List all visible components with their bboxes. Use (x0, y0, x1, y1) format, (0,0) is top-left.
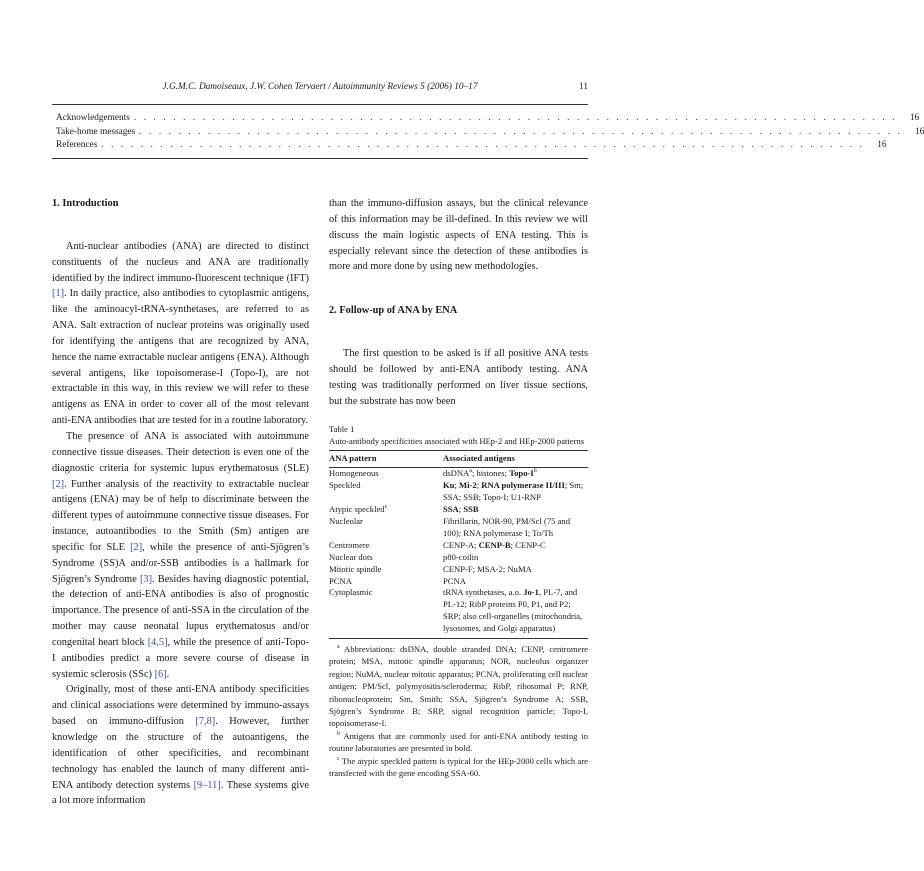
associated-antigens-cell (443, 480, 588, 504)
intro-paragraph-3 (52, 682, 309, 809)
ana-pattern-cell (329, 540, 443, 552)
antigen-text: CENP-F; MSA-2; NuMA (443, 563, 532, 574)
associated-antigens-cell (443, 564, 588, 576)
section-heading-introduction: 1. Introduction (52, 198, 119, 209)
citation-link[interactable]: [1] (52, 288, 65, 300)
text-run: . However, further knowledge on the structure of the autoantigens, the identification of other specificities, and recombinant technology has enabled the launch of many different anti-ENA antibody detection systems (52, 716, 309, 791)
footnote-mark: a (337, 644, 340, 651)
section-heading-follow-up: 2. Follow-up of ANA by ENA (329, 305, 458, 317)
associated-antigens-cell (443, 468, 588, 480)
ana-pattern-name: PCNA (329, 575, 352, 586)
table-body (329, 468, 588, 639)
citation-link[interactable]: [2] (130, 541, 143, 553)
antigen-text: ; (458, 504, 464, 515)
toc-leader-dots: . . . . . . . . . . . . . . . . . . . . . . . . . . . . . . . . . . . . . . . . . . . . . . . . . . . . . . . . . . . . . . . . . . . . . . . . . . . . . . (139, 126, 903, 137)
table-of-contents (52, 104, 924, 159)
bold-antigen: Ku (443, 480, 455, 491)
footnote-mark: b (337, 730, 340, 737)
citation-link[interactable]: [6] (154, 668, 167, 680)
toc-entry-title[interactable]: Take-home messages (56, 126, 136, 137)
left-column (52, 196, 309, 809)
associated-antigens-cell (443, 587, 588, 638)
table-label: Table 1 (329, 424, 355, 435)
associated-antigens-cell (443, 540, 588, 552)
ana-pattern-name: Mitotic spindle (329, 563, 382, 574)
bold-antigen: Topo-I (509, 468, 534, 479)
table-footnote (329, 730, 588, 755)
footnote-marker[interactable]: c (384, 504, 388, 511)
toc-entry-title[interactable]: References (56, 140, 98, 150)
toc-entry[interactable] (52, 139, 887, 153)
table-row (329, 540, 588, 552)
antigen-text: ; (476, 480, 482, 491)
antigen-text: dsDNA (443, 468, 470, 479)
text-run: Anti-nuclear antibodies (ANA) are directed to distinct constituents of the nucleus and ANA are traditionally identified by the indirect immuno-fluorescent technique (IFT) (52, 240, 309, 284)
column-header-antigens: Associated antigens (443, 451, 588, 468)
bold-antigen: SSB (463, 504, 479, 515)
ana-pattern-cell (329, 480, 443, 504)
text-run: . In daily practice, also antibodies to cytoplasmic antigens, like the aminoacyl-tRNA-synthetases, are referred to as ANA. Salt extraction of nuclear proteins was originally used for identifying the antigens that are recognized by ANA, hence the name extractable nuclear antigens (ENA). Although several antigens, like topoisomerase-I (Topo-I), are not extractable in this way, in this review we will refer to these antigens as ENA in order to cover all of the most relevant anti-ENA antibodies that are tested for in a routine laboratory. (52, 288, 309, 427)
ana-pattern-cell (329, 516, 443, 540)
bold-antigen: SSA (443, 504, 459, 515)
bold-antigen: RNA polymerase II/III (481, 480, 565, 491)
citation-link[interactable]: [9–11] (193, 779, 221, 791)
footnote-marker[interactable]: b (533, 468, 537, 475)
table-row (329, 552, 588, 564)
footnote-mark: c (337, 755, 340, 762)
bold-antigen: Jo-1 (523, 587, 539, 598)
antigen-text: ; histones; (471, 468, 510, 479)
ana-pattern-name: Speckled (329, 480, 361, 491)
ana-pattern-cell (329, 504, 443, 516)
associated-antigens-cell (443, 552, 588, 564)
antigen-text: , PL-7, and PL-12; RibP proteins P0, P1, and P2; SRP; also cell-organelles (mitochondria, lysosomes, and Golgi apparatus) (443, 587, 583, 634)
toc-entry-page: 16 (909, 113, 920, 123)
column-header-pattern: ANA pattern (329, 451, 443, 468)
ana-pattern-name: Atypic speckled (329, 504, 385, 515)
table-row (329, 516, 588, 540)
table-footnote (329, 643, 588, 730)
intro-paragraph-1 (52, 239, 309, 429)
table-caption: Auto-antibody specificities associated with HEp-2 and HEp-2000 patterns (329, 436, 585, 447)
toc-entry-page: 16 (877, 140, 887, 150)
ana-pattern-name: Nuclear dots (329, 551, 373, 562)
ana-pattern-name: Cytoplasmic (329, 587, 373, 598)
citation-link[interactable]: [4,5] (147, 636, 168, 648)
table-header-row (329, 451, 588, 468)
intro-paragraph-continued: than the immuno-diffusion assays, but the clinical relevance of this information may be ill-defined. In this review we will discuss the main logistic aspects of ENA testing. This is especially relevant since the detection of these antibodies is more and more done by using new methodologies. (329, 198, 588, 273)
table-row (329, 480, 588, 504)
table-row (329, 504, 588, 516)
text-run: . Further analysis of the reactivity to extractable nuclear antigens (ENA) may be of help to discriminate between the different types of autoimmune connective tissue diseases. For instance, autoantibodies to the Smith (Sm) antigen are specific for SLE (52, 478, 309, 553)
ana-pattern-name: Nucleolar (329, 515, 363, 526)
text-run: , while the presence of anti-Topo-I antibodies predict a more severe course of disease in systemic sclerosis (SSc) (52, 636, 309, 680)
text-run: . Besides having diagnostic potential, the detection of anti-ENA antibodies is also of prognostic importance. The presence of anti-SSA in the circulation of the mother may cause neonatal lupus erythematosus and/or congenital heart block (52, 573, 309, 648)
citation-link[interactable]: [3] (139, 573, 153, 585)
antigen-text: PCNA (443, 575, 466, 586)
page-number: 11 (579, 82, 588, 92)
intro-paragraph-2 (52, 429, 309, 683)
ana-pattern-table (329, 450, 588, 639)
antigen-text: Fibrillarin, NOR-90, PM/Scl (75 and 100); RNA polymerase I; To/Th (443, 515, 570, 538)
toc-entry[interactable] (52, 112, 920, 126)
associated-antigens-cell (443, 516, 588, 540)
antigen-text: ; Sm; SSA; SSB; Topo-I; U1-RNP (443, 480, 584, 503)
right-column (329, 196, 588, 780)
text-run: . (166, 668, 170, 680)
antigen-text: CENP-A; (443, 539, 479, 550)
table-footnote (329, 755, 588, 780)
toc-leader-dots: . . . . . . . . . . . . . . . . . . . . . . . . . . . . . . . . . . . . . . . . . . . . . . . . . . . . . . . . . . . . . . . . . . . . . . . . . . . . . . (101, 140, 865, 150)
toc-leader-dots: . . . . . . . . . . . . . . . . . . . . . . . . . . . . . . . . . . . . . . . . . . . . . . . . . . . . . . . . . . . . . . . . . . . . . . . . . . . . . . (133, 113, 898, 123)
antigen-text: ; CENP-C (510, 539, 546, 550)
bold-antigen: CENP-B (478, 539, 511, 550)
ana-pattern-cell (329, 468, 443, 480)
table-row (329, 564, 588, 576)
ana-pattern-name: Homogeneous (329, 468, 379, 479)
follow-up-paragraph-1: The first question to be asked is if all positive ANA tests should be followed by anti-ENA antibody testing. ANA testing was traditionally performed on liver tissue sections, but the substrate has now been (329, 348, 588, 407)
table-row (329, 587, 588, 638)
table-footnotes (329, 643, 588, 779)
text-run: Originally, most of these anti-ENA antibody specificities and clinical associations were determined by immuno-assays based on immuno-diffusion (52, 684, 309, 728)
bold-antigen: Mi-2 (459, 480, 477, 491)
toc-entry-title[interactable]: Acknowledgements (56, 113, 130, 123)
table-row (329, 468, 588, 480)
antigen-text: p80-coilin (443, 551, 479, 562)
text-run: The presence of ANA is associated with autoimmune connective tissue diseases. Their detection is even one of the diagnostic criteria for systemic lupus erythematosus (SLE) (52, 430, 309, 474)
toc-entry[interactable] (52, 126, 924, 140)
associated-antigens-cell (443, 576, 588, 588)
text-run: , while the presence of anti-Sjögren’s Syndrome (SS)A and/or-SSB antibodies is a hallmark for Sjögren’s Syndrome (52, 541, 309, 585)
ana-pattern-name: Centromere (329, 539, 370, 550)
text-run: . These systems give a lot more information (52, 779, 310, 807)
ana-pattern-cell (329, 576, 443, 588)
associated-antigens-cell (443, 504, 588, 516)
table-row (329, 576, 588, 588)
footnote-text: Abbreviations: dsDNA, double stranded DNA; CENP, centromere protein; MSA, mitotic spindle apparatus; NOR, nucleolus organizer region; NuMA, nuclear mitotic apparatus; PCNA, proliferating cell nuclear antigen; PM/Scl, polymyositis/scleroderma; RibP, ribosomal P; RNP, ribonucleoprotein; Sm, Smith; SSA, Sjögren’s Syndrome A; SSB, Sjögren’s Syndrome B; SRP, signal recognition particle; Topo-I, topoisomerase-I. (329, 644, 588, 729)
antigen-text: ; (454, 480, 460, 491)
footnote-marker[interactable]: a (469, 468, 472, 475)
citation-link[interactable]: [7,8] (195, 716, 216, 728)
ana-pattern-cell (329, 564, 443, 576)
antigen-text: tRNA synthetases, a.o. (443, 587, 524, 598)
toc-entry-page: 16 (915, 126, 924, 137)
ana-pattern-cell (329, 552, 443, 564)
ana-pattern-cell (329, 587, 443, 638)
citation-link[interactable]: [2] (52, 478, 65, 490)
footnote-text: The atypic speckled pattern is typical for the HEp-2000 cells which are transfected with the gene encoding SSA-60. (329, 755, 588, 779)
running-title: J.G.M.C. Damoiseaux, J.W. Cohen Tervaert / Autoimmunity Reviews 5 (2006) 10–17 (162, 82, 478, 92)
footnote-text: Antigens that are commonly used for anti-ENA antibody testing in routine laboratories are presented in bold. (329, 730, 588, 754)
table-1 (329, 423, 588, 779)
running-header (52, 82, 588, 92)
